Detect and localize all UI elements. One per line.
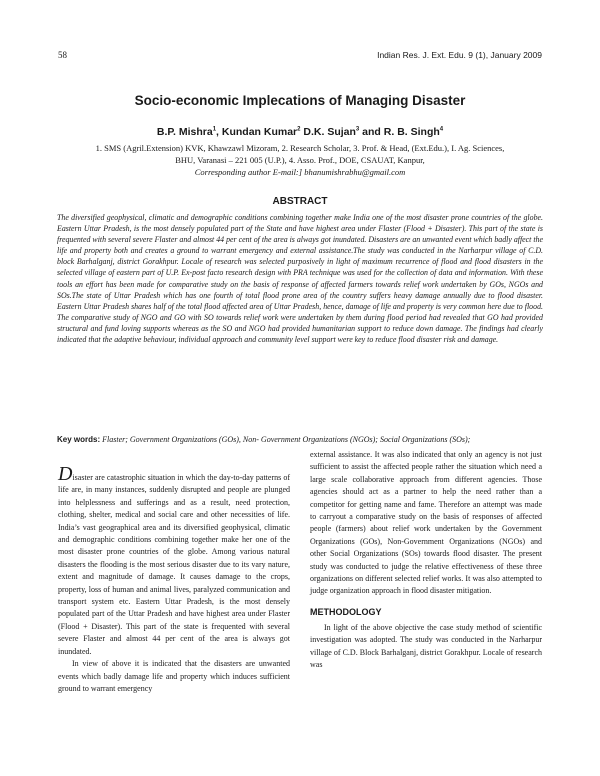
abstract-text: The diversified geophysical, climatic and demographic conditions combining together make India one of the most disaster prone countries of the globe. Eastern Uttar Pradesh, is the most densely populated part of the State and have highest area under Flaster (Flood + Disaster). This part of the state is frequented with several severe Flaster and almost 44 per cent of the area is always got inundated. Disasters are an unwanted event which badly affect the life and property both and creates a ground to warrant emergency and external assistance.The study was conducted in the Narharpur village of C.D. block Barhalganj, district Gorakhpur. Locale of research was selected purposively in light of maximum recurrence of flood and flood disasters in the selected village of eastern part of U.P. Ex-post facto research design with PRA technique was used for the collection of data and information. With these tools an effort has been made for comparative study on the basis of response of affected farmers towards relief work undertaken by GOs, NGOs and SOs.The state of Uttar Pradesh which has one fourth of total flood prone area of the country suffers heavy damage annually due to flood disaster. Eastern Uttar Pradesh shares half of the total flood affected area of Uttar Pradesh, hence, damage of life and property is very common here due to flood. The comparative study of NGO and GO with SO towards relief work were undertaken by them during flood period had revealed that GO had provided structural and fund loving supports whereas as the SO and NGO had provided humanitarian support to reduce down damage. The findings had clearly indicated that the adaptive behaviour, individual approach and community level support were key to reduce flood disaster risk and damage.: [57, 213, 543, 345]
body-paragraph: [58, 463, 290, 658]
body-column-right: [310, 449, 542, 672]
affiliation-line: 1. SMS (Agril.Extension) KVK, Khawzawl Mizoram, 2. Research Scholar, 3. Prof. & Head, (Ext.Edu.), I. Ag. Sciences,: [95, 143, 505, 153]
body-paragraph: In view of above it is indicated that the disasters are unwanted events which badly damage life and property which induces sufficient ground to warrant emergency: [58, 659, 290, 693]
author-affiliation-mark: 2: [297, 126, 301, 133]
author-list: [0, 126, 600, 138]
author-name: R. B. Singh: [383, 126, 440, 138]
drop-cap: D: [58, 463, 73, 485]
body-column-left: [58, 463, 290, 695]
author-name: Kundan Kumar: [221, 126, 298, 138]
author-name: B.P. Mishra: [156, 126, 213, 138]
keywords: [57, 434, 543, 445]
keywords-text: Flaster; Government Organizations (GOs), Non- Government Organizations (NGOs); Social Organizations (SOs);: [100, 435, 471, 444]
corresponding-author-email: Corresponding author E-mail:] bhanumishrabhu@gmail.com: [194, 167, 406, 177]
author-affiliation-mark: 4: [439, 126, 444, 133]
author-separator: ,: [216, 126, 222, 138]
body-paragraph: external assistance. It was also indicated that only an agency is not just sufficient to assist the affected people rather the situation which need a large scale collaborative approach from different agencies. Those agencies should act as a partner to help the need rather than a competitor for getting name and fame. Therefore an attempt was made to carryout a comparative study on the basis of responses of affected people (farmers) about relief work undertaken by the Government Organizations (GOs), Non-Government Organizations (NGOs) and other Social Organizations (SOs) towards flood disaster. The present study was conducted to judge the relative effectiveness of these three organizations on different selected relief works. It was also attempted to judge organization approach in flood disaster mitigation.: [310, 450, 542, 596]
author-name: D.K. Sujan: [303, 126, 356, 138]
abstract-heading: ABSTRACT: [272, 196, 328, 207]
author-affiliation-mark: 1: [212, 126, 217, 133]
author-affiliation-mark: 3: [355, 126, 360, 133]
body-paragraph: In light of the above objective the case study method of scientific investigation was adopted. The study was conducted in the Narharpur village of C.D. Block Barhalganj, district Gorakhpur. Locale of research was: [310, 622, 542, 670]
body-paragraph-text: isaster are catastrophic situation in which the day-to-day patterns of life are, in many instances, suddenly disrupted and people are plunged into helplessness and sufferings and as a result, need protection, clothing, shelter, medical and social care and other necessities of life. India’s vast geographical area and its diversified geophysical, climatic and demographic conditions combining together make her one of the most disaster prone countries of the globe. Among various natural disasters the flooding is the most serious disaster due to its vary nature, extent and magnitude of damage. It causes damage to the crops, property, loss of human and animal lives, paralyzed communication and transport system etc. Eastern Uttar Pradesh, is the most densely populated part of the Uttar Pradesh and have highest area under Flaster (Flood + Disaster). This part of the state is frequented with several severe Flaster and almost 44 per cent of the area is always got inundated.: [58, 473, 290, 656]
page-number: 58: [58, 50, 67, 60]
affiliations: [60, 142, 540, 178]
paper-title: Socio-economic Implecations of Managing Disaster: [134, 93, 466, 108]
affiliation-line: BHU, Varanasi – 221 005 (U.P.), 4. Asso. Prof., DOE, CSAUAT, Kanpur,: [175, 155, 425, 165]
section-heading-methodology: METHODOLOGY: [310, 606, 382, 617]
author-separator: and: [359, 126, 384, 138]
keywords-label: Key words:: [57, 435, 101, 444]
journal-citation: Indian Res. J. Ext. Edu. 9 (1), January 2009: [377, 50, 542, 60]
